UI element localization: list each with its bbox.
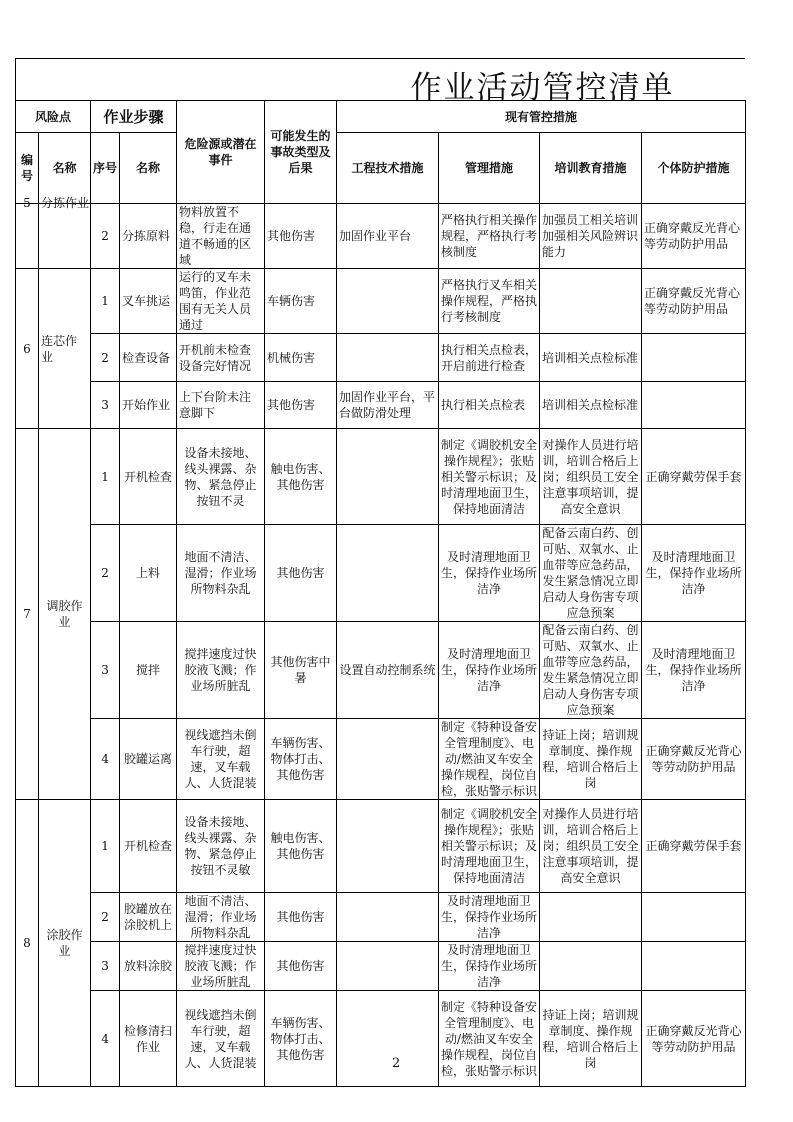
ppe-cell: 正确穿戴反光背心等劳动防护用品 xyxy=(642,719,746,800)
training-cell: 配备云南白药、创可贴、双氧水、止血带等应急药品，发生紧急情况立即启动人身伤害专项应急预案 xyxy=(540,525,642,622)
header-row-2 xyxy=(16,133,746,204)
step-name: 检修清扫作业 xyxy=(120,991,177,1087)
step-no: 4 xyxy=(91,991,120,1087)
left-border xyxy=(15,58,16,100)
hazard-cell: 地面不清洁、湿滑；作业场所物料杂乱 xyxy=(177,893,265,942)
header-risk-point: 风险点 xyxy=(16,101,91,133)
management-cell: 制定《特种设备安全管理制度》、电动/燃油叉车安全操作规程，岗位自检，张贴警示标识 xyxy=(439,719,540,800)
accident-cell: 触电伤害、其他伤害 xyxy=(265,429,337,525)
risk-name-cell xyxy=(39,196,91,269)
training-cell: 持证上岗；培训规章制度、操作规程，培训合格后上岗 xyxy=(540,719,642,800)
step-no: 3 xyxy=(91,382,120,429)
accident-cell: 其他伤害中暑 xyxy=(265,622,337,719)
table-row xyxy=(16,525,746,622)
header-risk-no: 编号 xyxy=(16,133,39,204)
engineering-cell: 设置自动控制系统 xyxy=(337,622,439,719)
top-border xyxy=(15,58,745,59)
table-row xyxy=(16,800,746,893)
training-cell xyxy=(540,269,642,334)
step-no: 1 xyxy=(91,269,120,334)
management-cell: 及时清理地面卫生，保持作业场所洁净 xyxy=(439,525,540,622)
ppe-cell: 及时清理地面卫生，保持作业场所洁净 xyxy=(642,622,746,719)
ppe-cell xyxy=(642,382,746,429)
header-ppe: 个体防护措施 xyxy=(642,133,746,204)
step-name: 搅拌 xyxy=(120,622,177,719)
step-no: 3 xyxy=(91,942,120,991)
engineering-cell: 加固作业平台，平台做防滑处理 xyxy=(337,382,439,429)
step-name: 上料 xyxy=(120,525,177,622)
risk-name: 连芯作业 xyxy=(39,269,91,429)
hazard-cell: 视线遮挡未倒车行驶，超速，叉车载人、人货混装 xyxy=(177,719,265,800)
table-row xyxy=(16,893,746,942)
engineering-cell: 加固作业平台 xyxy=(337,204,439,269)
management-cell: 及时清理地面卫生，保持作业场所洁净 xyxy=(439,893,540,942)
step-no: 2 xyxy=(91,334,120,382)
engineering-cell xyxy=(337,942,439,991)
step-name: 胶罐运离 xyxy=(120,719,177,800)
risk-name: 调胶作业 xyxy=(39,429,91,800)
ppe-cell xyxy=(642,942,746,991)
hazard-cell: 视线遮挡未倒车行驶，超速，叉车载人、人货混装 xyxy=(177,991,265,1087)
training-cell: 对操作人员进行培训，培训合格后上岗；组织员工安全注意事项培训，提高安全意识 xyxy=(540,429,642,525)
accident-cell: 触电伤害、其他伤害 xyxy=(265,800,337,893)
risk-no-cell xyxy=(16,196,39,269)
table-row xyxy=(16,269,746,334)
hazard-cell: 设备未接地、线头裸露、杂物、紧急停止按钮不灵敏 xyxy=(177,800,265,893)
ppe-cell: 正确穿戴劳保手套 xyxy=(642,800,746,893)
header-management: 管理措施 xyxy=(439,133,540,204)
engineering-cell xyxy=(337,719,439,800)
step-name: 分拣原料 xyxy=(120,204,177,269)
engineering-cell xyxy=(337,269,439,334)
training-cell: 持证上岗；培训规章制度、操作规程，培训合格后上岗 xyxy=(540,991,642,1087)
header-engineering: 工程技术措施 xyxy=(337,133,439,204)
hazard-cell: 地面不清洁、湿滑；作业场所物料杂乱 xyxy=(177,525,265,622)
step-no: 2 xyxy=(91,204,120,269)
ppe-cell: 正确穿戴反光背心等劳动防护用品 xyxy=(642,991,746,1087)
hazard-cell: 设备未接地、线头裸露、杂物、紧急停止按钮不灵 xyxy=(177,429,265,525)
step-no: 1 xyxy=(91,429,120,525)
accident-cell: 其他伤害 xyxy=(265,204,337,269)
header-controls: 现有管控措施 xyxy=(337,101,746,133)
header-step-name: 名称 xyxy=(120,133,177,204)
step-name: 胶罐放在涂胶机上 xyxy=(120,893,177,942)
ppe-cell: 正确穿戴反光背心等劳动防护用品 xyxy=(642,204,746,269)
hazard-cell: 搅拌速度过快胶液飞溅；作业场所脏乱 xyxy=(177,942,265,991)
accident-cell: 其他伤害 xyxy=(265,942,337,991)
training-cell: 加强员工相关培训加强相关风险辨识能力 xyxy=(540,204,642,269)
table-row xyxy=(16,942,746,991)
header-work-steps: 作业步骤 xyxy=(91,101,177,133)
step-no: 2 xyxy=(91,525,120,622)
step-name: 放料涂胶 xyxy=(120,942,177,991)
management-cell: 及时清理地面卫生，保持作业场所洁净 xyxy=(439,622,540,719)
header-training: 培训教育措施 xyxy=(540,133,642,204)
management-cell: 执行相关点检表，开启前进行检查 xyxy=(439,334,540,382)
table-row xyxy=(16,429,746,525)
training-cell xyxy=(540,942,642,991)
ppe-cell xyxy=(642,893,746,942)
accident-cell: 其他伤害 xyxy=(265,525,337,622)
ppe-cell xyxy=(642,334,746,382)
risk-no: 5 xyxy=(23,196,31,210)
header-accident: 可能发生的事故类型及后果 xyxy=(265,101,337,204)
ppe-cell: 及时清理地面卫生，保持作业场所洁净 xyxy=(642,525,746,622)
risk-name: 分拣作业 xyxy=(41,196,90,210)
hazard-cell: 搅拌速度过快胶液飞溅；作业场所脏乱 xyxy=(177,622,265,719)
management-cell: 严格执行相关操作规程，严格执行考核制度 xyxy=(439,204,540,269)
risk-no: 7 xyxy=(16,429,39,800)
control-list-table xyxy=(15,100,746,1087)
hazard-cell: 上下台阶未注意脚下 xyxy=(177,382,265,429)
hazard-cell: 运行的叉车未鸣笛，作业范围有无关人员通过 xyxy=(177,269,265,334)
step-name: 开始作业 xyxy=(120,382,177,429)
risk-no: 6 xyxy=(16,269,39,429)
engineering-cell xyxy=(337,334,439,382)
training-cell xyxy=(540,893,642,942)
engineering-cell xyxy=(337,429,439,525)
engineering-cell xyxy=(337,525,439,622)
training-cell: 培训相关点检标准 xyxy=(540,382,642,429)
header-hazard: 危险源或潜在事件 xyxy=(177,101,265,204)
step-name: 开机检查 xyxy=(120,800,177,893)
engineering-cell xyxy=(337,893,439,942)
management-cell: 制定《调胶机安全操作规程》；张贴相关警示标识；及时清理地面卫生，保持地面清洁 xyxy=(439,800,540,893)
engineering-cell xyxy=(337,991,439,1087)
accident-cell: 车辆伤害、物体打击、其他伤害 xyxy=(265,991,337,1087)
management-cell: 制定《特种设备安全管理制度》、电动/燃油叉车安全操作规程，岗位自检，张贴警示标识 xyxy=(439,991,540,1087)
training-cell: 培训相关点检标准 xyxy=(540,334,642,382)
management-cell: 严格执行叉车相关操作规程，严格执行考核制度 xyxy=(439,269,540,334)
accident-cell: 机械伤害 xyxy=(265,334,337,382)
accident-cell: 车辆伤害、物体打击、其他伤害 xyxy=(265,719,337,800)
header-row-1 xyxy=(16,101,746,133)
risk-no: 8 xyxy=(16,800,39,1087)
table-row xyxy=(16,719,746,800)
step-no: 1 xyxy=(91,800,120,893)
step-name: 开机检查 xyxy=(120,429,177,525)
training-cell: 配备云南白药、创可贴、双氧水、止血带等应急药品，发生紧急情况立即启动人身伤害专项应急预案 xyxy=(540,622,642,719)
step-no: 2 xyxy=(91,893,120,942)
management-cell: 及时清理地面卫生，保持作业场所洁净 xyxy=(439,942,540,991)
step-name: 叉车挑运 xyxy=(120,269,177,334)
accident-cell: 车辆伤害 xyxy=(265,269,337,334)
hazard-cell: 物料放置不稳，行走在通道不畅通的区域 xyxy=(177,204,265,269)
accident-cell: 其他伤害 xyxy=(265,893,337,942)
table-row xyxy=(16,382,746,429)
step-name: 检查设备 xyxy=(120,334,177,382)
page-number: 2 xyxy=(392,1056,401,1071)
risk-name: 涂胶作业 xyxy=(39,800,91,1087)
management-cell: 制定《调胶机安全操作规程》；张贴相关警示标识；及时清理地面卫生，保持地面清洁 xyxy=(439,429,540,525)
table-row xyxy=(16,622,746,719)
training-cell: 对操作人员进行培训，培训合格后上岗；组织员工安全注意事项培训，提高安全意识 xyxy=(540,800,642,893)
step-no: 3 xyxy=(91,622,120,719)
ppe-cell: 正确穿戴反光背心等劳动防护用品 xyxy=(642,269,746,334)
step-no: 4 xyxy=(91,719,120,800)
page-title: 作业活动管控清单 xyxy=(410,70,675,106)
table-row xyxy=(16,991,746,1087)
ppe-cell: 正确穿戴劳保手套 xyxy=(642,429,746,525)
engineering-cell xyxy=(337,800,439,893)
management-cell: 执行相关点检表 xyxy=(439,382,540,429)
header-risk-name: 名称 xyxy=(39,133,91,204)
hazard-cell: 开机前未检查设备完好情况 xyxy=(177,334,265,382)
header-step-no: 序号 xyxy=(91,133,120,204)
table-row xyxy=(16,204,746,269)
accident-cell: 其他伤害 xyxy=(265,382,337,429)
table-row xyxy=(16,334,746,382)
